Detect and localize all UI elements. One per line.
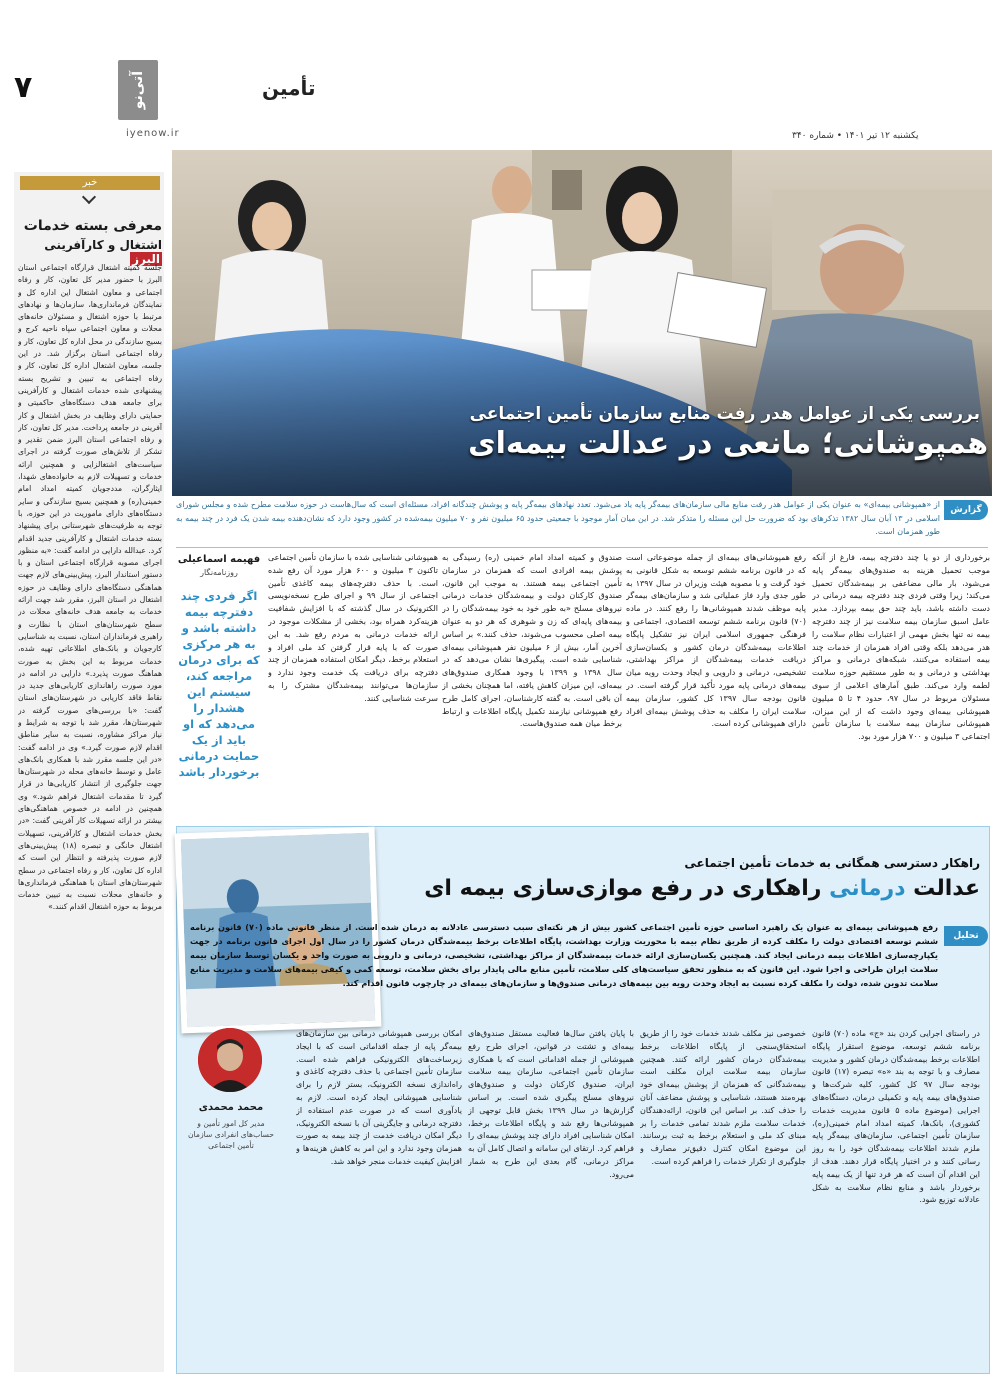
sidebar-body: جلسه کمیته اشتغال قرارگاه اجتماعی استان البرز با حضور مدیر کل تعاون، کار و رفاه اجتماعی و معاون اشتغال این اداره کل و نمایندگان فرمانداری‌ها، سازمان‌ها و نهادهای مرتبط با حوزه اشتغال و مسئولان خانه‌های محلات و معاون اجتماعی سپاه ناحیه کرج و بسیج سازندگی در محل اداره کل تعاون، کار و رفاه اجتماعی استان برگزار شد. در این جلسه، معاون اشتغال اداره کل تعاون، کار و رفاه اجتماعی به تبیین و تشریح بسته پیشنهادی شده خدمات اشتغال و کارآفرینی برای جامعه هدف دستگاه‌های حاکمیتی و حمایتی دارای وظایف در بخش اشتغال و کار آفرینی در جامعه پرداخت. مدیر کل تعاون، کار و رفاه اجتماعی استان البرز ضمن تقدیر و تشکر از تلاش‌های صورت گرفته در اجرای سیاست‌های اشتغالزایی و همچنین ارائه خدمات و تسهیلات لازم به خانواده‌های شهدا، ایثارگران، مددجویان کمیته امداد امام خمینی(ره) و همچنین بسیج سازندگی و سایر دستگاه‌های دارای ماموریت در این حوزه، با توجه به ظرفیت‌های شهرستانی برای پیشنهاد بسته خدمات اشتغال و کارآفرینی جدید اقدام کرد. عبدالله دارایی در ادامه گفت: «به منظور اجرای مصوبه قرارگاه اجتماعی استان و با دستور استاندار البرز، پیش‌بینی‌های لازم جهت هماهنگی دستگاه‌های دارای وظایف در حوزه اشتغال در استان البرز، مقرر شد جهت ارائه خدمات به جامعه هدف خانه‌های محلات در سطح شهرستان‌های استان با نظارت و راهبری فرمانداران استان، نسبت به شناسایی کارجویان و بانک‌های اطلاعاتی تهیه شده، خدمات مربوط به این بخش به صورت هماهنگ صورت پذیرد.» دارایی در ادامه در مورد صورت راهاندازی کاریابی‌های جدید در نقاط فاقد کاریابی در شهرستان‌های استان گفت: «با بررسی‌های صورت گرفته در شهرستان‌ها، مقرر شد با توجه به شرایط و نیاز مراکز مشاوره، نسبت به سایر مناطق اقدام لازم صورت گیرد.» وی در ادامه گفت: «در این جلسه مقرر شد با همکاری بانک‌های عامل و توسط خانه‌های محله در شهرستان‌ها جهت جلوگیری از انتشار کاریابی‌ها در قرار گیرد تا مقدمات اشتغال فراهم شود.» وی همچنین در ادامه در خصوص هماهنگی‌های بیشتر در ارائه تسهیلات کار آفرینی گفت: «در بخش خدمات اشتغال و کارآفرینی، تسهیلات اشتغال خانگی و تبصره (۱۸) پیش‌بینی‌های لازم صورت پذیرفته و انتظار این است که اداره کل تعاون، کار و رفاه اجتماعی در سطح شهرستان‌های استان با هماهنگی فرمانداری‌ها و خانه‌های محلات نسبت به تبیین خدمات مربوط به حوزه اشتغال اقدام کنند.» (18, 263, 162, 912)
analysis-headline (400, 876, 980, 901)
analysis-badge: تحلیل (944, 926, 988, 946)
sidebar-kicker: خبر (20, 176, 160, 190)
portrait-illustration (198, 1028, 262, 1092)
page-number: ۷ (14, 70, 33, 105)
analysis-column-2: خصوصی نیز مکلف شدند خدمات خود را از طریق استحقاق‌سنجی از پایگاه اطلاعات برخط بیمه‌شدگان درمان کشور ارائه کنند. همچنین سازمان بیمه سلامت ایران مکلف است بیمه‌شدگانی که همزمان از پوشش بیمه‌ای خود بهره‌مند هستند، شناسایی و پوشش مضاعف آنان را حذف کند. بر اساس این قانون، ارائه‌دهندگان خدمات سلامت ملزم شدند تمامی خدمات را بر مبنای کد ملی و استعلام برخط به ثبت برسانند. این موضوع امکان کنترل دقیق‌تر مصارف و جلوگیری از تکرار خدمات را فراهم کرده است. (640, 1029, 806, 1166)
divider (176, 547, 988, 548)
article-lead: از «همپوشانی بیمه‌ای» به عنوان یکی از عوامل هدر رفت منابع مالی سازمان‌های بیمه‌گر پایه یاد می‌شود. تعدد نهادهای بیمه‌گر پایه و پوشش چندگانه افراد، مسئله‌ای است که سال‌هاست در حوزه سلامت مطرح شده و مجلس شورای اسلامی در ۱۳ آبان سال ۱۳۸۲ تذکرهای بود که ضرورت حل این مسئله را متذکر شد. در این میان آمار موجود با جمعیتی حدود ۶۵ میلیون نفر و ۷۰ میلیون بیمه‌شده در کشور وجود دارد که نشان‌دهنده بیمه شدن یک فرد در چند بیمه به طور همزمان است. (176, 500, 940, 536)
pull-quote: اگر فردی چند دفترچه بیمه داشته باشد و به هر مرکزی که برای درمان مراجعه کند، سیستم این هشدار را می‌دهد که او باید از یک حمایت درمانی برخوردار باشد (178, 589, 260, 779)
analysis-headline-suffix: راهکاری در رفع موازی‌سازی بیمه ای (424, 876, 822, 901)
analysis-headline-prefix: عدالت (913, 876, 980, 901)
analysis-author-role: مدیر کل امور تأمین و حساب‌های انفرادی سازمان تأمین اجتماعی (187, 1119, 274, 1150)
article-column-4: همپوشانی شناسایی شده با سازمان تأمین اجتماعی تاکنون ۳ میلیون و ۶۰۰ هزار مورد آن رفع شده است. با حذف دفترچه‌های بیمه کاغذی تأمین اجتماعی از سال ۹۹ و اجرای طرح نسخه‌نویسی الکترونیک در سال گذشته که با افزایش شفافیت هزینه‌کرد همراه بود، بخشی از مشکلات موجود در ارائه خدمات درمانی به مردم رفع شد. به این صورت که با پایه قرار گرفتن کد ملی افراد و استعلام برخط، دیگر امکان استفاده همزمان از چند دفترچه برای دریافت یک خدمت وجود ندارد و سازمان‌ها می‌توانند بیمه‌شدگان مشترک را به سرعت شناسایی کنند. (268, 553, 438, 703)
sidebar-title: معرفی بسته خدمات (23, 218, 162, 234)
report-badge: گزارش (944, 500, 988, 520)
analysis-lead: رفع همپوشانی بیمه‌ای به عنوان یک راهبرد اساسی حوزه تأمین اجتماعی کشور بیش از هر نکته‌ای سبب دسترسی عادلانه به درمان شده است. از منظر قانونی ماده (۷۰) قانون برنامه ششم توسعه اقتصادی دولت را مکلف کرده از طریق نظام بیمه با محوریت وزارت بهداشت، پایگاه اطلاعات برخط بیمه‌شدگان درمان کشور را در سال اول اجرای قانون برنامه در جهت یکپارچه‌سازی اطلاعات بیمه درمانی ایجاد کند. همچنین یکسان‌سازی ارائه خدمات بیمه‌شدگان از مراکز بهداشتی، تشخیصی، درمانی و دارویی به صورت واحد و یکسان توسط سازمان بیمه سلامت ایران طراحی و اجرا شود. این قانون که به منظور تحقق سیاست‌های کلی سلامت، تأمین منابع مالی پایدار برای بخش سلامت، توسعه کمی و کیفی بیمه‌های سلامت و مدیریت منابع سلامت تدوین شده، دولت را مکلف کرده نسبت به ایجاد وحدت رویه بین بیمه‌های درمانی صندوق‌ها و سازمان‌های بیمه‌ای در چارچوب قانون اقدام کند. (190, 922, 938, 988)
analysis-headline-highlight: درمانی (829, 876, 906, 901)
sidebar-subtitle-text: اشتغال و کارآفرینی (44, 238, 162, 252)
sidebar-subtitle-highlight: البرز (132, 252, 160, 266)
author-name: فهیمه اسماعیلی (177, 554, 261, 565)
analysis-column-1: در راستای اجرایی کردن بند «ج» ماده (۷۰) قانون برنامه ششم توسعه، موضوع استقرار پایگاه اطلاعات برخط بیمه‌شدگان درمان کشور و مدیریت مصارف و با توجه به بند «ه» تبصره (۱۷) قانون بودجه سال ۹۷ کل کشور، کلیه شرکت‌ها و صندوق‌های بیمه پایه و تکمیلی درمان، دستگاه‌های اجرایی (موضوع ماده ۵ قانون مدیریت خدمات کشوری)، بانک‌ها، کمیته امداد امام خمینی(ره)، سازمان تأمین اجتماعی، سازمان‌های بیمه‌گر پایه ملزم شدند اطلاعات بیمه‌شدگان خود را به روز رسانی کنند و در اختیار پایگاه قرار دهند. هدف از این اقدام آن است که هر فرد تنها از یک بیمه پایه برخوردار باشد و منابع نظام سلامت به شکل عادلانه توزیع شود. (812, 1029, 980, 1205)
site-url[interactable]: iyenow.ir (126, 128, 180, 139)
hero-kicker: بررسی یکی از عوامل هدر رفت منابع سازمان تأمین اجتماعی (469, 404, 980, 424)
analysis-column-4: امکان بررسی همپوشانی درمانی بین سازمان‌های بیمه‌گر پایه از جمله اقداماتی است که با ایجاد زیرساخت‌های الکترونیکی فراهم شده است. سازمان تأمین اجتماعی با حذف دفترچه کاغذی و راه‌اندازی نسخه الکترونیک، بستر لازم را برای شناسایی همپوشانی ایجاد کرده است. لازم به یادآوری است که در صورت عدم استفاده از دفترچه درمانی و جایگزینی آن با نسخه الکترونیک، دیگر امکان دریافت خدمت از چند بیمه به صورت همزمان وجود ندارد و این امر به کاهش هزینه‌ها و افزایش کیفیت خدمات منجر خواهد شد. (296, 1029, 462, 1166)
section-label: تأمین (262, 76, 316, 100)
analysis-author-name: محمد محمدی (198, 1102, 264, 1113)
article-column-1: برخورداری از دو یا چند دفترچه بیمه، فارغ از آنکه موجب تحمیل هزینه به صندوق‌های بیمه‌گر پایه می‌شود، بار مالی مضاعفی بر بیمه‌شدگان تحمیل می‌کند؛ زیرا وقتی فردی چند دفترچه بیمه درمانی در دست داشته باشد، باید چند حق بیمه بپردازد. مدیر عامل اسبق سازمان بیمه سلامت نیز از چند دفترچه بیمه نه تنها بخش مهمی از اعتبارات نظام سلامت را هدر می‌دهد بلکه وقتی افراد همزمان از خدمات چند بیمه استفاده می‌کنند، شبکه‌های درمانی و مراکز بهداشتی و درمانی و به طور مستقیم حوزه سلامت لطمه وارد می‌کند. طبق آمارهای اعلامی از سوی مسئولان مربوط در سال ۹۷، حدود ۴ تا ۵ میلیون همپوشانی بیمه‌ای وجود داشت که از این میزان، همپوشانی سازمان بیمه سلامت با سازمان تأمین اجتماعی ۳ میلیون و ۷۰۰ هزار مورد بود. (812, 553, 990, 742)
author-role: روزنامه‌نگار (200, 568, 238, 577)
article-column-3: صندوق و کمیته امداد امام خمینی (ره) رسیدگی به پوشش بیمه افرادی است که همزمان در سازمان تأمین اجتماعی بیمه هستند. به موجب این قانون، صندوق کارکنان دولت و بیمه‌شدگان خدمات درمانی نیروهای مسلح «به طور خود به خود بیمه‌شدگان را در بیمه‌های پایه‌ای که زن و شوهری که هر دو به عنوان بیمه اصلی محسوب می‌شوند، حذف کنند.» بر اساس آخرین آمار، بیش از ۶ میلیون نفر همپوشانی بیمه‌ای شناسایی شده است. پیگیری‌ها نشان می‌دهد که در سال ۱۳۹۸ و ۱۳۹۹ با وجود همکاری صندوق‌های بیمه‌ای، این میزان کاهش یافته، اما همچنان بخشی از آن باقی است. به گفته کارشناسان، اجرای کامل طرح رفع همپوشانی نیازمند تکمیل پایگاه اطلاعات و ارتباط برخط میان همه صندوق‌هاست. (442, 553, 622, 729)
issue-dateline: یکشنبه ۱۲ تیر ۱۴۰۱ • شماره ۳۴۰ (792, 131, 919, 141)
analysis-column-3: با پایان یافتن سال‌ها فعالیت مستقل صندوق‌های بیمه‌ای و تشتت در قوانین، اجرای طرح رفع همپوشانی از جمله اقداماتی است که با همکاری سازمان تأمین اجتماعی، سازمان بیمه سلامت ایران، صندوق کارکنان دولت و صندوق‌های نیروهای مسلح پیگیری شده است. بر اساس گزارش‌ها در سال ۱۳۹۹ بخش قابل توجهی از همپوشانی‌ها رفع شد و پایگاه اطلاعات برخط، امکان شناسایی افراد دارای چند پوشش بیمه‌ای را فراهم کرد. ارتقای این سامانه و اتصال کامل آن به مراکز درمانی، گام بعدی این طرح به شمار می‌رود. (468, 1029, 634, 1179)
article-column-2: رفع همپوشانی‌های بیمه‌ای از جمله موضوعاتی است که در قانون برنامه ششم توسعه به شکل قانونی به خود گرفت و با مصوبه هیئت وزیران در سال ۱۳۹۷ به طور جدی وارد فاز عملیاتی شد و سازمان‌های بیمه‌گر پایه موظف شدند همپوشانی‌ها را رفع کنند. در ماده (۷۰) قانون برنامه ششم توسعه اقتصادی، اجتماعی و فرهنگی جمهوری اسلامی ایران نیز تشکیل پایگاه اطلاعات بیمه‌شدگان درمان کشور و یکسان‌سازی دریافت خدمات بیمه‌شدگان از مراکز بهداشتی، تشخیصی، درمانی و دارویی و ایجاد وحدت رویه میان بیمه‌های درمانی پایه مورد تأکید قرار گرفته است. در قانون بودجه سال ۱۳۹۷ کل کشور، سازمان بیمه سلامت ایران را مکلف به حذف پوشش بیمه‌ای افراد دارای همپوشانی کرده است. (626, 553, 806, 729)
logo-text: آتی‌نو (130, 70, 146, 110)
newspaper-logo[interactable] (118, 60, 158, 120)
hero-headline: همپوشانی؛ مانعی در عدالت بیمه‌ای (468, 426, 988, 461)
author-portrait (198, 1028, 262, 1092)
analysis-kicker: راهکار دسترسی همگانی به خدمات تأمین اجتماعی (684, 856, 980, 870)
